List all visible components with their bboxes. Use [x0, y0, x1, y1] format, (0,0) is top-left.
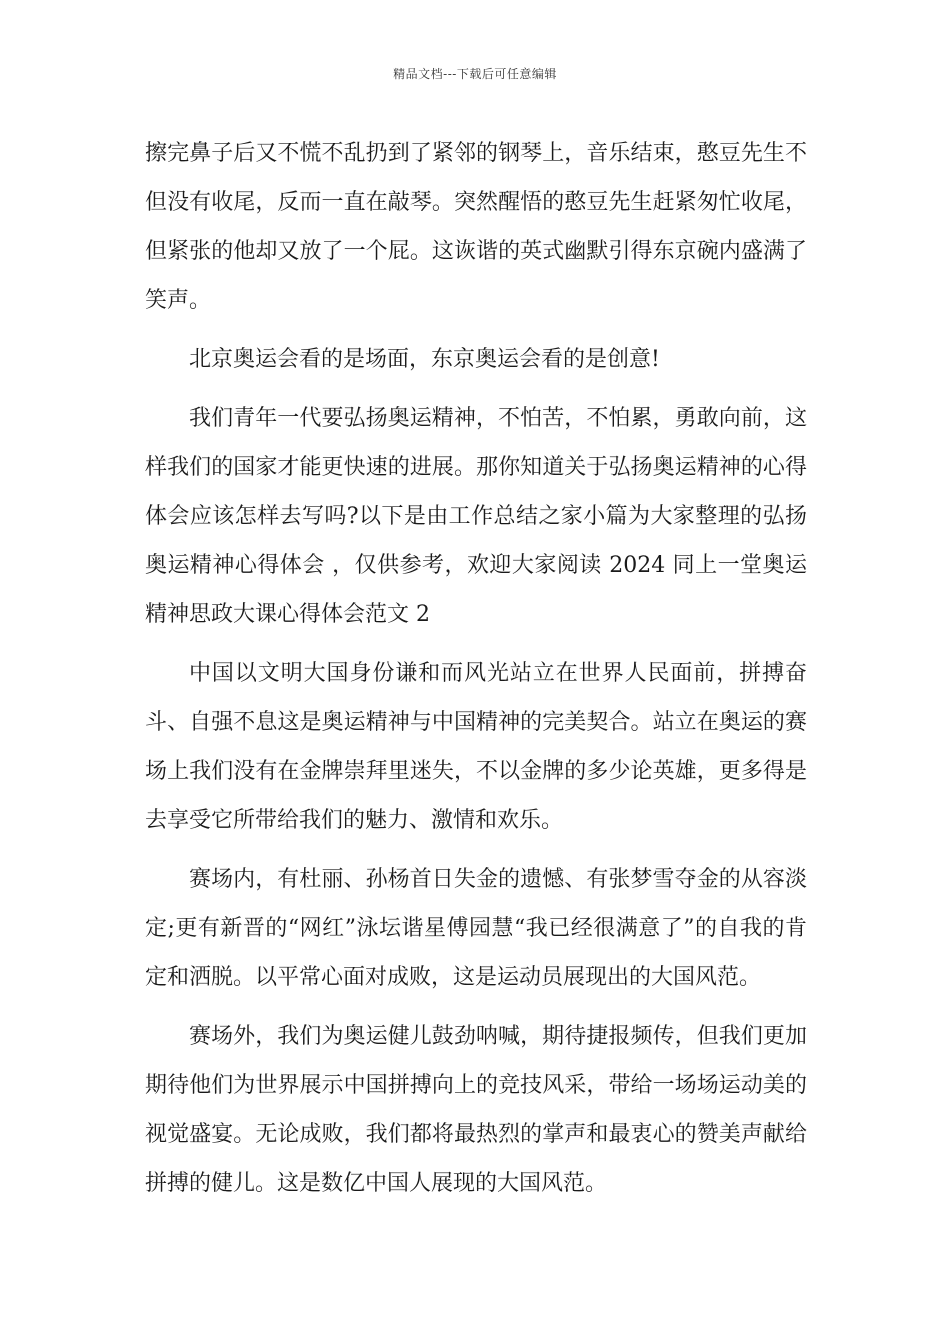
paragraph-6: 赛场外，我们为奥运健儿鼓劲呐喊，期待捷报频传，但我们更加期待他们为世界展示中国拼搏向上的竞技风采，带给一场场运动美的视觉盛宴。无论成败，我们都将最热烈的掌声和最衷心的赞美声献给拼搏的健儿。这是数亿中国人展现的大国风范。 [145, 1024, 807, 1196]
paragraph-1: 擦完鼻子后又不慌不乱扔到了紧邻的钢琴上，音乐结束，憨豆先生不但没有收尾，反而一直在敲琴。突然醒悟的憨豆先生赶紧匆忙收尾，但紧张的他却又放了一个屁。这诙谐的英式幽默引得东京碗内盛满了笑声。 [145, 141, 807, 313]
paragraph-5: 赛场内，有杜丽、孙杨首日失金的遗憾、有张梦雪夺金的从容淡定;更有新晋的“网红”泳坛谐星傅园慧“我已经很满意了”的自我的肯定和洒脱。以平常心面对成败，这是运动员展现出的大国风范。 [145, 867, 807, 990]
paragraph-2: 北京奥运会看的是场面，东京奥运会看的是创意! [189, 347, 660, 372]
paragraph-4: 中国以文明大国身份谦和而风光站立在世界人民面前，拼搏奋斗、自强不息这是奥运精神与中国精神的完美契合。站立在奥运的赛场上我们没有在金牌崇拜里迷失，不以金牌的多少论英雄，更多得是去享受它所带给我们的魅力、激情和欢乐。 [145, 661, 807, 833]
page-header: 精品文档---下载后可任意编辑 [393, 67, 557, 81]
paragraph-3: 我们青年一代要弘扬奥运精神，不怕苦，不怕累，勇敢向前，这样我们的国家才能更快速的进展。那你知道关于弘扬奥运精神的心得体会应该怎样去写吗?以下是由工作总结之家小篇为大家整理的弘扬奥运精神心得体会 ，仅供参考，欢迎大家阅读 2024 同上一堂奥运精神思政大课心得体会范文 2 [145, 406, 807, 627]
document-body [145, 129, 807, 1218]
